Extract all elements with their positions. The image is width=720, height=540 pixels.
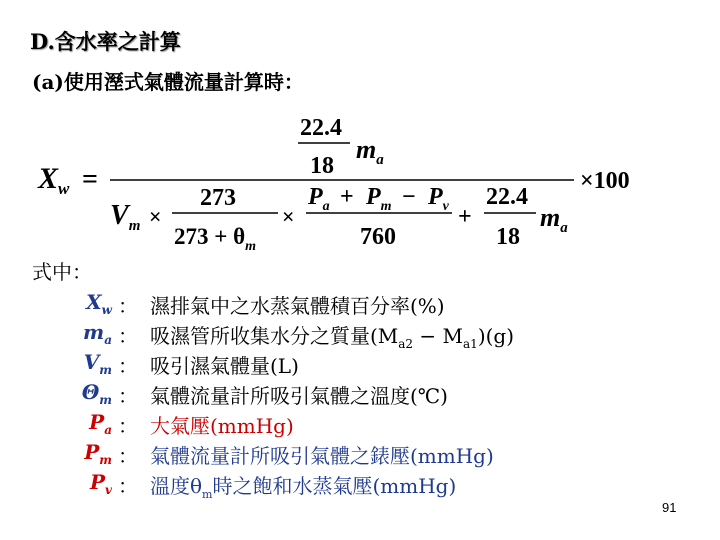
formula-18: 18 xyxy=(310,153,334,179)
definition-colon: ： xyxy=(118,444,138,468)
definition-text: 濕排氣中之水蒸氣體積百分率(%) xyxy=(150,294,445,318)
definition-colon: ： xyxy=(118,384,138,408)
definition-row-theta xyxy=(0,380,720,410)
definition-colon: ： xyxy=(118,324,138,348)
definition-row-pv xyxy=(0,470,720,500)
formula-22-4-b: 22.4 xyxy=(486,184,528,210)
definition-row-xw xyxy=(0,290,720,320)
formula-vm: $V_m$ xyxy=(110,200,141,234)
formula-ma-bottom: $m_a$ xyxy=(540,203,568,236)
symbol-pm: $P_m$ xyxy=(84,440,112,467)
formula-18-b: 18 xyxy=(496,224,520,250)
formula-pm: $P_m$ xyxy=(366,184,392,214)
formula-22-4: 22.4 xyxy=(300,115,342,141)
definition-text: 氣體流量計所吸引氣體之溫度(℃) xyxy=(150,384,448,408)
definition-text: 大氣壓(mmHg) xyxy=(150,414,294,438)
definition-colon: ： xyxy=(118,294,138,318)
where-label: 式中： xyxy=(32,260,92,284)
symbol-pv: $P_v$ xyxy=(89,470,112,497)
formula-pa: $P_a$ xyxy=(308,184,330,214)
definition-text: 吸引濕氣體量(L) xyxy=(150,354,299,378)
formula-minus: − xyxy=(402,184,416,210)
definition-colon: ： xyxy=(118,474,138,498)
definition-text: 溫度$\theta_m$時之飽和水蒸氣壓(mmHg) xyxy=(150,474,457,501)
formula-times-1: × xyxy=(149,204,162,229)
symbol-pa: $P_a$ xyxy=(89,410,112,437)
definition-row-pa xyxy=(0,410,720,440)
formula-760: 760 xyxy=(360,224,396,250)
definition-row-vm xyxy=(0,350,720,380)
definition-colon: ： xyxy=(118,414,138,438)
symbol-theta-m: $\Theta_m$ xyxy=(81,380,112,407)
definition-row-pm xyxy=(0,440,720,470)
formula-xw: $X_w$ xyxy=(38,162,70,198)
page-number: 91 xyxy=(662,500,677,515)
section-heading: D.含水率之計算 xyxy=(30,29,181,54)
formula-plus-2: + xyxy=(458,204,472,230)
definition-text: 吸濕管所收集水分之質量$(M_{a2} - M_{a1})(g)$ xyxy=(150,324,515,351)
formula-ma-top: $m_a$ xyxy=(356,135,384,168)
symbol-xw: $X_w$ xyxy=(86,290,112,317)
formula-273: 273 xyxy=(200,185,236,211)
formula-plus-1: + xyxy=(340,184,354,210)
definition-colon: ： xyxy=(118,354,138,378)
symbol-ma: $m_a$ xyxy=(83,320,112,347)
subsection-heading: (a)使用溼式氣體流量計算時： xyxy=(32,70,304,94)
formula-273-theta: $273 + \theta_m$ xyxy=(174,224,257,254)
symbol-vm: $V_m$ xyxy=(83,350,112,377)
formula-pv: $P_v$ xyxy=(428,184,449,214)
formula-times-100: ×100 xyxy=(580,168,630,194)
definition-text: 氣體流量計所吸引氣體之錶壓(mmHg) xyxy=(150,444,494,468)
definition-row-ma xyxy=(0,320,720,350)
moisture-formula xyxy=(0,0,720,260)
formula-equals: = xyxy=(82,164,98,195)
formula-times-2: × xyxy=(282,204,295,229)
